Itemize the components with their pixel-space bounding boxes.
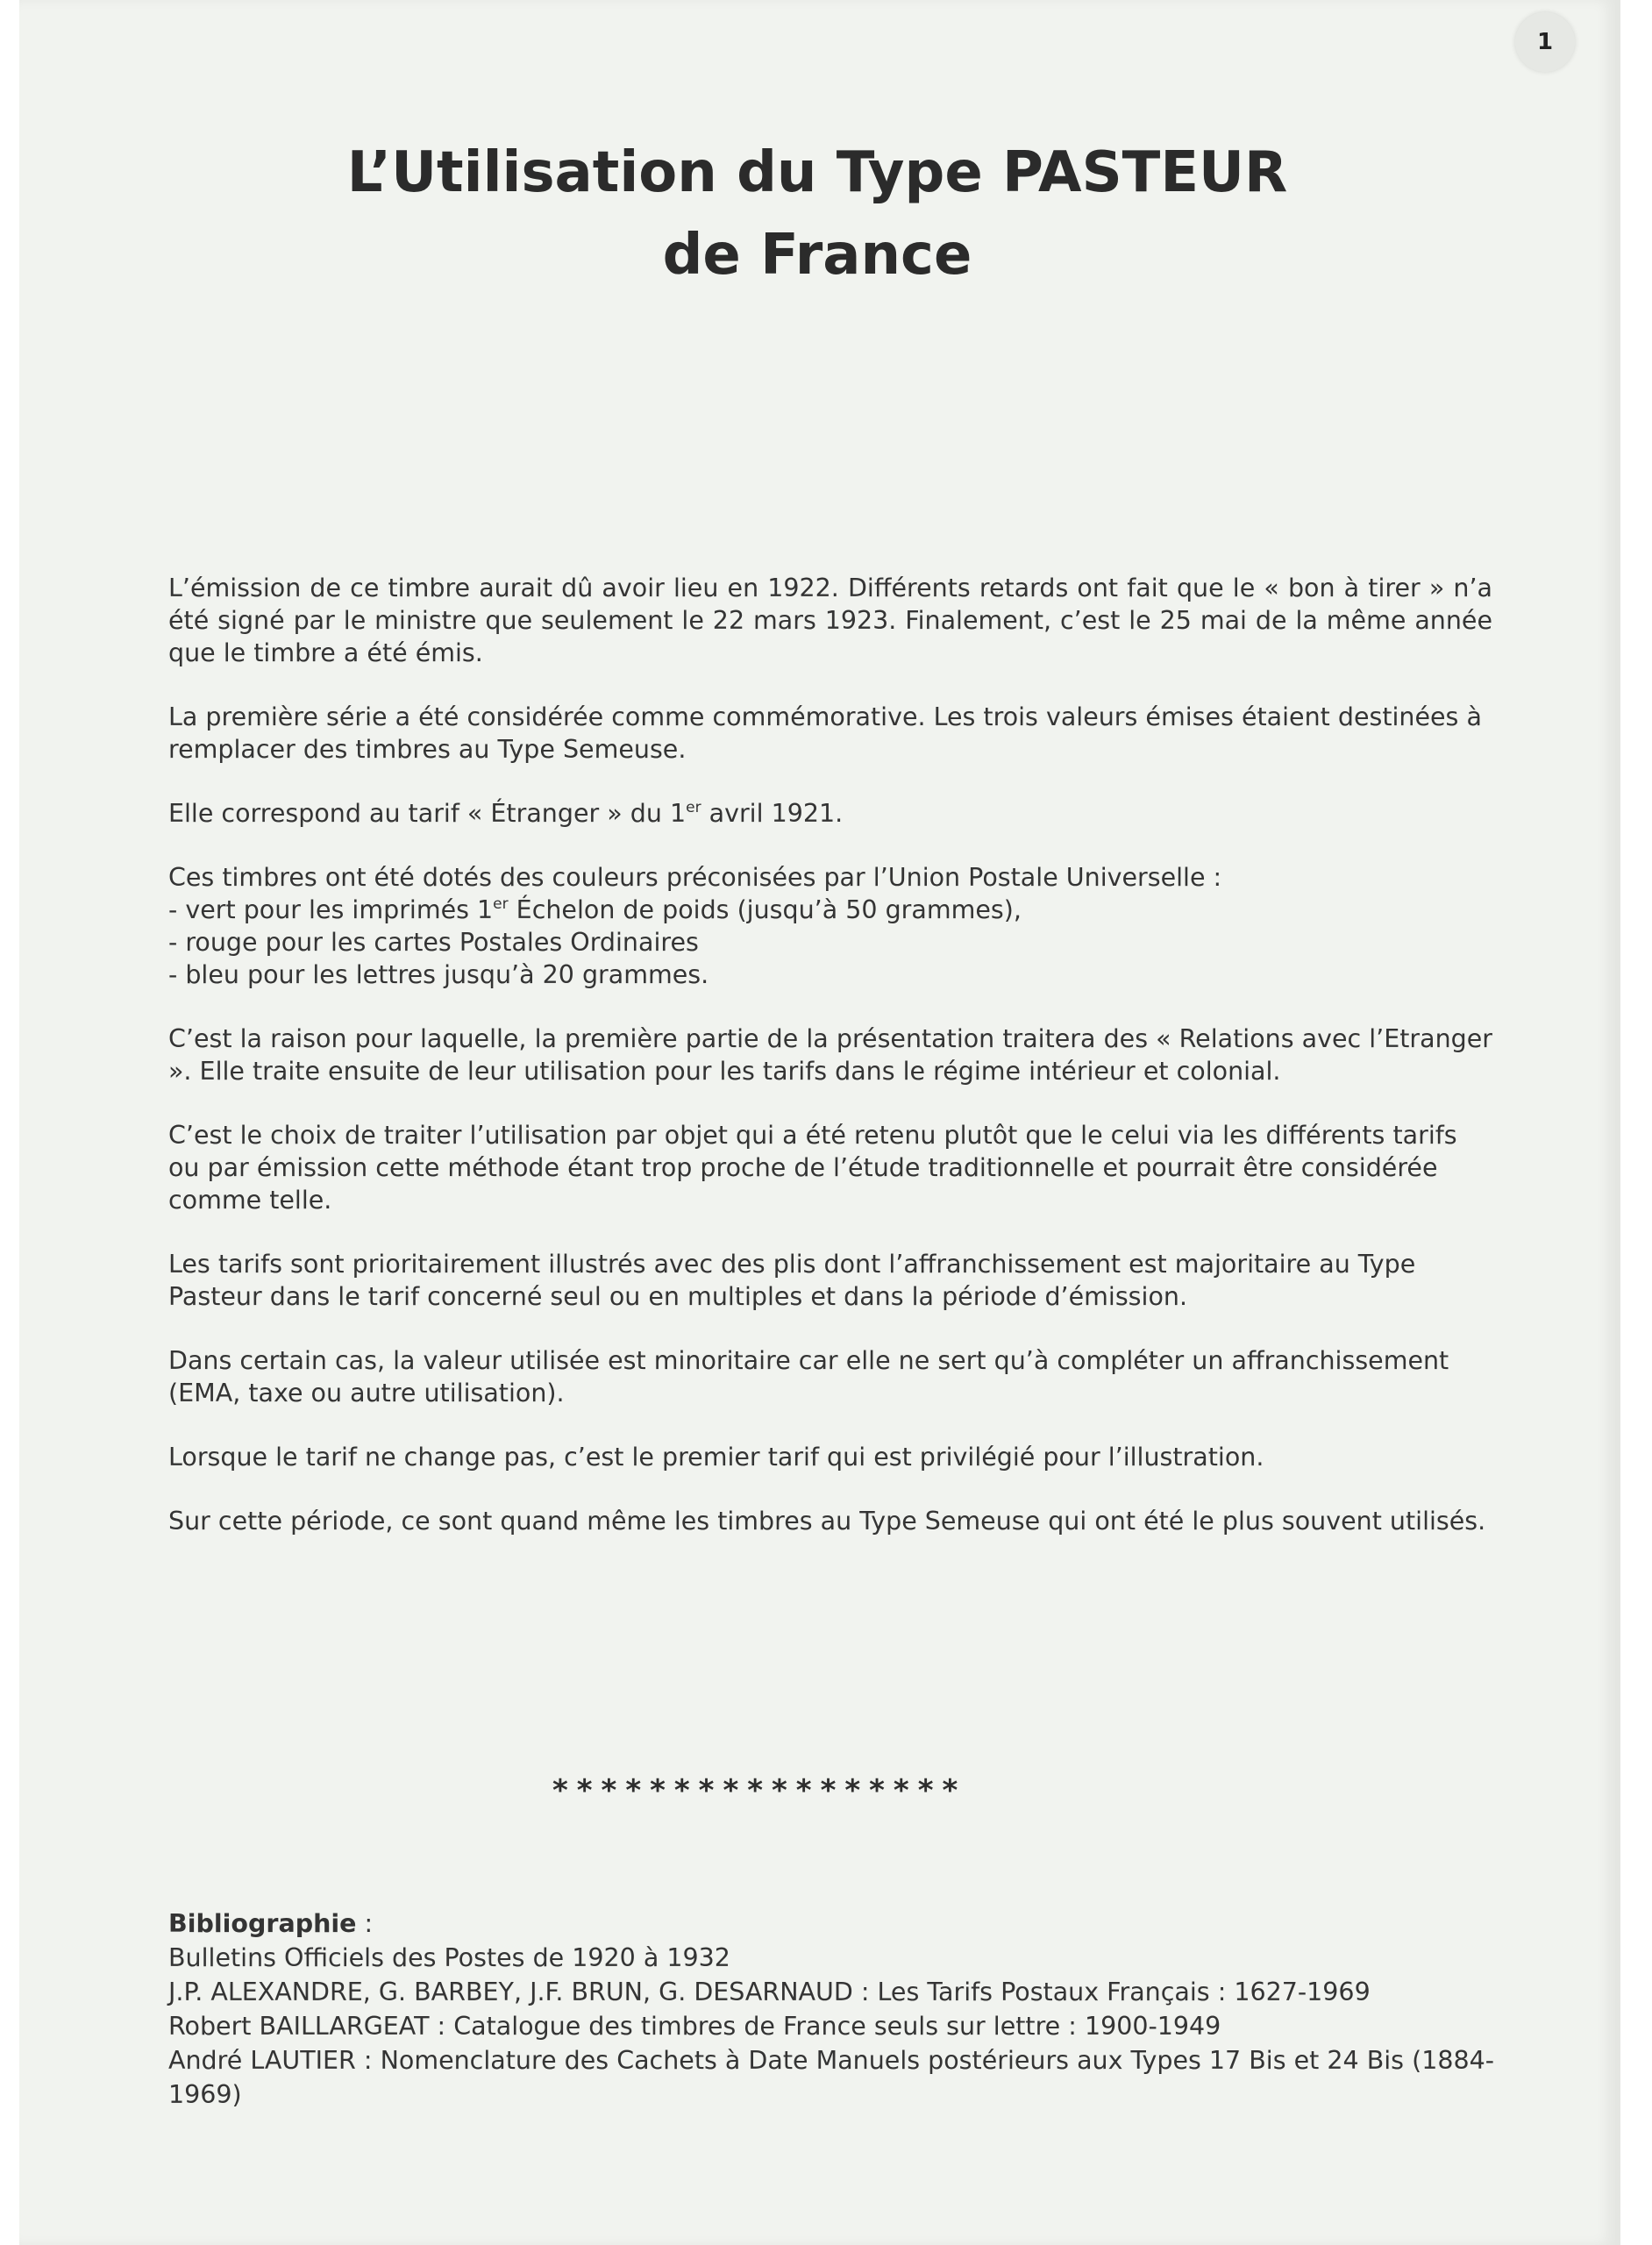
list-item: - rouge pour les cartes Postales Ordinaires: [168, 928, 699, 957]
bibliography-heading: Bibliographie: [168, 1909, 357, 1938]
bibliography-entry: Bulletins Officiels des Postes de 1920 à 1932: [168, 1943, 730, 1972]
paragraph-3-text: Elle correspond au tarif « Étranger » du 1: [168, 799, 687, 828]
page-title: [19, 132, 1615, 296]
paragraph-4: [168, 861, 1492, 991]
title-line-2: de France: [662, 223, 972, 288]
paragraph-6: C’est le choix de traiter l’utilisation par objet qui a été retenu plutôt que le celui via les différents tarifs ou par émission cette méthode étant trop proche de l’étude traditionnelle et pourrait être considérée comme telle.: [168, 1121, 1457, 1215]
sheet-edge: [1615, 0, 1620, 2245]
paragraph-2: La première série a été considérée comme commémorative. Les trois valeurs émises étaient destinées à remplacer des timbres au Type Semeuse.: [168, 702, 1482, 764]
list-item-text-end: Échelon de poids (jusqu’à 50 grammes),: [508, 895, 1022, 924]
list-item: [168, 894, 1492, 926]
paragraph-9: Lorsque le tarif ne change pas, c’est le premier tarif qui est privilégié pour l’illustration.: [168, 1443, 1264, 1472]
list-item: - bleu pour les lettres jusqu’à 20 grammes.: [168, 960, 709, 989]
page-number-badge: [1515, 12, 1575, 72]
bibliography-heading-colon: :: [356, 1909, 374, 1938]
superscript-er: er: [686, 799, 701, 816]
bibliography-entry: J.P. ALEXANDRE, G. BARBEY, J.F. BRUN, G. DESARNAUD : Les Tarifs Postaux Français : 1627-1969: [168, 1978, 1371, 2006]
paragraph-8: Dans certain cas, la valeur utilisée est minoritaire car elle ne sert qu’à compléter un affranchissement (EMA, taxe ou autre utilisation).: [168, 1346, 1449, 1408]
bibliography-heading-line: [168, 1906, 1501, 1941]
paragraph-10: Sur cette période, ce sont quand même les timbres au Type Semeuse qui ont été le plus souvent utilisés.: [168, 1507, 1486, 1536]
list-intro: Ces timbres ont été dotés des couleurs préconisées par l’Union Postale Universelle :: [168, 863, 1222, 892]
paragraph-5: C’est la raison pour laquelle, la première partie de la présentation traitera des « Relations avec l’Etranger ». Elle traite ensuite de leur utilisation pour les tarifs dans le régime intérieur et colonial.: [168, 1024, 1492, 1086]
paragraph-3: [168, 797, 1492, 830]
separator-stars: *****************: [552, 1773, 967, 1808]
title-line-1: L’Utilisation du Type PASTEUR: [346, 140, 1288, 205]
bibliography-entry: Robert BAILLARGEAT : Catalogue des timbres de France seuls sur lettre : 1900-1949: [168, 2012, 1221, 2041]
bibliography: [168, 1906, 1501, 2112]
page-number: 1: [1536, 29, 1554, 55]
bibliography-entry: André LAUTIER : Nomenclature des Cachets à Date Manuels postérieurs aux Types 17 Bis et 24 Bis (1884-1969): [168, 2046, 1495, 2109]
paragraph-1: L’émission de ce timbre aurait dû avoir lieu en 1922. Différents retards ont fait que le « bon à tirer » n’a été signé par le ministre que seulement le 22 mars 1923. Finalement, c’est le 25 mai de la même année que le timbre a été émis.: [168, 574, 1492, 667]
paragraph-3-text-end: avril 1921.: [701, 799, 844, 828]
paragraph-7: Les tarifs sont prioritairement illustrés avec des plis dont l’affranchissement est majoritaire au Type Pasteur dans le tarif concerné seul ou en multiples et dans la période d’émission.: [168, 1250, 1416, 1311]
body-text: [168, 572, 1492, 1569]
superscript-er: er: [493, 895, 509, 913]
list-item-text: - vert pour les imprimés 1: [168, 895, 494, 924]
